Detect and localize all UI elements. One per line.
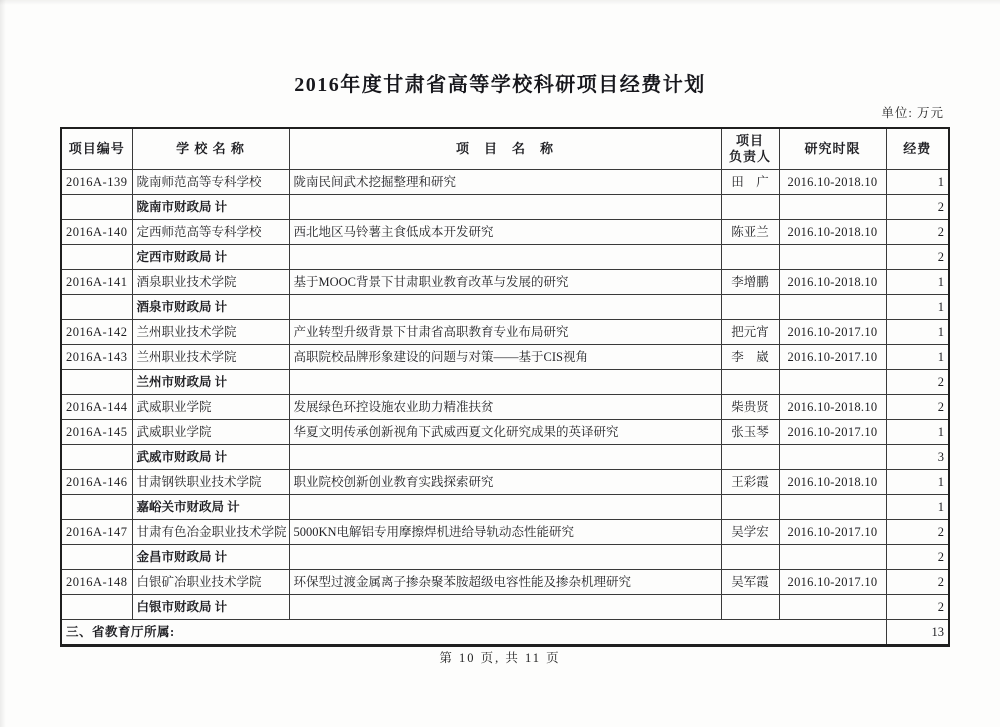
cell-leader: 吴军霞 — [721, 570, 779, 595]
project-row — [61, 270, 949, 295]
col-header-leader-line2: 负责人 — [728, 149, 771, 164]
cell-school-name: 兰州职业技术学院 — [132, 345, 289, 370]
cell-period — [779, 195, 886, 220]
cell-project-name — [289, 545, 721, 570]
cell-school-name: 武威职业学院 — [132, 395, 289, 420]
cell-subtotal-label: 陇南市财政局 计 — [132, 195, 289, 220]
subtotal-row — [61, 445, 949, 470]
cell-school-name: 定西师范高等专科学校 — [132, 220, 289, 245]
cell-project-code — [61, 295, 132, 320]
cell-period: 2016.10-2018.10 — [779, 470, 886, 495]
subtotal-row — [61, 545, 949, 570]
col-header-school-name: 学 校 名 称 — [132, 128, 289, 170]
cell-school-name: 武威职业学院 — [132, 420, 289, 445]
col-header-fund: 经费 — [886, 128, 949, 170]
cell-project-name — [289, 370, 721, 395]
cell-fund: 2 — [886, 220, 949, 245]
cell-fund: 13 — [886, 620, 949, 646]
project-row — [61, 395, 949, 420]
funding-table — [60, 127, 950, 647]
cell-project-name: 华夏文明传承创新视角下武威西夏文化研究成果的英译研究 — [289, 420, 721, 445]
cell-period: 2016.10-2017.10 — [779, 570, 886, 595]
cell-leader — [721, 595, 779, 620]
cell-period — [779, 595, 886, 620]
project-row — [61, 345, 949, 370]
cell-leader — [721, 195, 779, 220]
cell-subtotal-label: 酒泉市财政局 计 — [132, 295, 289, 320]
cell-leader — [721, 495, 779, 520]
cell-period — [779, 495, 886, 520]
cell-leader — [721, 295, 779, 320]
cell-period: 2016.10-2018.10 — [779, 270, 886, 295]
section-row — [61, 620, 949, 646]
cell-fund: 1 — [886, 420, 949, 445]
cell-project-name: 环保型过渡金属离子掺杂聚苯胺超级电容性能及掺杂机理研究 — [289, 570, 721, 595]
cell-leader: 李增鹏 — [721, 270, 779, 295]
cell-leader — [721, 370, 779, 395]
cell-fund: 1 — [886, 270, 949, 295]
cell-subtotal-label: 定西市财政局 计 — [132, 245, 289, 270]
subtotal-row — [61, 295, 949, 320]
subtotal-row — [61, 370, 949, 395]
cell-fund: 2 — [886, 370, 949, 395]
project-row — [61, 470, 949, 495]
cell-project-code: 2016A-142 — [61, 320, 132, 345]
cell-project-code: 2016A-148 — [61, 570, 132, 595]
project-row — [61, 170, 949, 195]
cell-project-name: 职业院校创新创业教育实践探索研究 — [289, 470, 721, 495]
cell-school-name: 陇南师范高等专科学校 — [132, 170, 289, 195]
cell-period: 2016.10-2017.10 — [779, 420, 886, 445]
cell-leader — [721, 545, 779, 570]
cell-project-code — [61, 445, 132, 470]
cell-period — [779, 445, 886, 470]
cell-project-name: 西北地区马铃薯主食低成本开发研究 — [289, 220, 721, 245]
cell-project-code: 2016A-140 — [61, 220, 132, 245]
cell-project-code — [61, 595, 132, 620]
cell-project-name — [289, 245, 721, 270]
cell-fund: 2 — [886, 395, 949, 420]
cell-section-label: 三、省教育厅所属: — [61, 620, 886, 646]
cell-subtotal-label: 白银市财政局 计 — [132, 595, 289, 620]
cell-fund: 2 — [886, 245, 949, 270]
cell-project-code — [61, 245, 132, 270]
cell-project-name: 5000KN电解铝专用摩擦焊机进给导轨动态性能研究 — [289, 520, 721, 545]
col-header-leader — [721, 128, 779, 170]
cell-period: 2016.10-2018.10 — [779, 220, 886, 245]
cell-period — [779, 545, 886, 570]
cell-project-name — [289, 495, 721, 520]
cell-period — [779, 295, 886, 320]
cell-project-code — [61, 370, 132, 395]
project-row — [61, 570, 949, 595]
subtotal-row — [61, 245, 949, 270]
cell-fund: 2 — [886, 520, 949, 545]
cell-project-name — [289, 595, 721, 620]
cell-fund: 1 — [886, 320, 949, 345]
cell-project-code — [61, 495, 132, 520]
col-header-period: 研究时限 — [779, 128, 886, 170]
unit-note: 单位: 万元 — [881, 106, 944, 120]
cell-fund: 3 — [886, 445, 949, 470]
cell-period: 2016.10-2018.10 — [779, 170, 886, 195]
cell-period: 2016.10-2017.10 — [779, 520, 886, 545]
cell-fund: 1 — [886, 345, 949, 370]
cell-fund: 1 — [886, 170, 949, 195]
cell-project-code — [61, 195, 132, 220]
cell-leader: 陈亚兰 — [721, 220, 779, 245]
cell-project-code: 2016A-144 — [61, 395, 132, 420]
cell-leader: 吴学宏 — [721, 520, 779, 545]
subtotal-row — [61, 495, 949, 520]
cell-leader: 田 广 — [721, 170, 779, 195]
cell-project-name: 陇南民间武术挖掘整理和研究 — [289, 170, 721, 195]
subtotal-row — [61, 195, 949, 220]
cell-leader: 李 崴 — [721, 345, 779, 370]
col-header-leader-line1: 项目 — [735, 133, 764, 149]
cell-school-name: 甘肃钢铁职业技术学院 — [132, 470, 289, 495]
funding-table-body — [61, 170, 949, 646]
cell-fund: 1 — [886, 295, 949, 320]
cell-leader: 张玉琴 — [721, 420, 779, 445]
cell-period — [779, 245, 886, 270]
subtotal-row — [61, 595, 949, 620]
cell-fund: 1 — [886, 470, 949, 495]
cell-school-name: 兰州职业技术学院 — [132, 320, 289, 345]
project-row — [61, 320, 949, 345]
project-row — [61, 520, 949, 545]
funding-table-wrap — [60, 127, 948, 647]
cell-fund: 2 — [886, 570, 949, 595]
cell-project-name: 产业转型升级背景下甘肃省高职教育专业布局研究 — [289, 320, 721, 345]
cell-period — [779, 370, 886, 395]
cell-project-name: 发展绿色环控设施农业助力精准扶贫 — [289, 395, 721, 420]
cell-project-name — [289, 195, 721, 220]
cell-leader — [721, 245, 779, 270]
cell-fund: 2 — [886, 595, 949, 620]
cell-period: 2016.10-2018.10 — [779, 395, 886, 420]
cell-fund: 1 — [886, 495, 949, 520]
cell-project-code: 2016A-146 — [61, 470, 132, 495]
cell-leader: 王彩霞 — [721, 470, 779, 495]
cell-project-code — [61, 545, 132, 570]
col-header-project-code: 项目编号 — [61, 128, 132, 170]
header-row — [61, 128, 949, 170]
col-header-project-name: 项 目 名 称 — [289, 128, 721, 170]
cell-school-name: 酒泉职业技术学院 — [132, 270, 289, 295]
cell-leader: 柴贵贤 — [721, 395, 779, 420]
cell-project-name: 基于MOOC背景下甘肃职业教育改革与发展的研究 — [289, 270, 721, 295]
cell-subtotal-label: 金昌市财政局 计 — [132, 545, 289, 570]
cell-project-name: 高职院校品牌形象建设的问题与对策——基于CIS视角 — [289, 345, 721, 370]
page-title: 2016年度甘肃省高等学校科研项目经费计划 — [294, 74, 706, 96]
cell-project-code: 2016A-145 — [61, 420, 132, 445]
cell-fund: 2 — [886, 545, 949, 570]
cell-fund: 2 — [886, 195, 949, 220]
cell-subtotal-label: 兰州市财政局 计 — [132, 370, 289, 395]
cell-project-name — [289, 445, 721, 470]
cell-leader: 把元宵 — [721, 320, 779, 345]
cell-school-name: 白银矿冶职业技术学院 — [132, 570, 289, 595]
cell-period: 2016.10-2017.10 — [779, 345, 886, 370]
cell-project-name — [289, 295, 721, 320]
cell-subtotal-label: 嘉峪关市财政局 计 — [132, 495, 289, 520]
cell-leader — [721, 445, 779, 470]
cell-period: 2016.10-2017.10 — [779, 320, 886, 345]
cell-project-code: 2016A-147 — [61, 520, 132, 545]
cell-project-code: 2016A-141 — [61, 270, 132, 295]
cell-school-name: 甘肃有色冶金职业技术学院 — [132, 520, 289, 545]
project-row — [61, 220, 949, 245]
project-row — [61, 420, 949, 445]
cell-subtotal-label: 武威市财政局 计 — [132, 445, 289, 470]
cell-project-code: 2016A-139 — [61, 170, 132, 195]
page-number-footer: 第 10 页, 共 11 页 — [439, 651, 561, 665]
cell-project-code: 2016A-143 — [61, 345, 132, 370]
